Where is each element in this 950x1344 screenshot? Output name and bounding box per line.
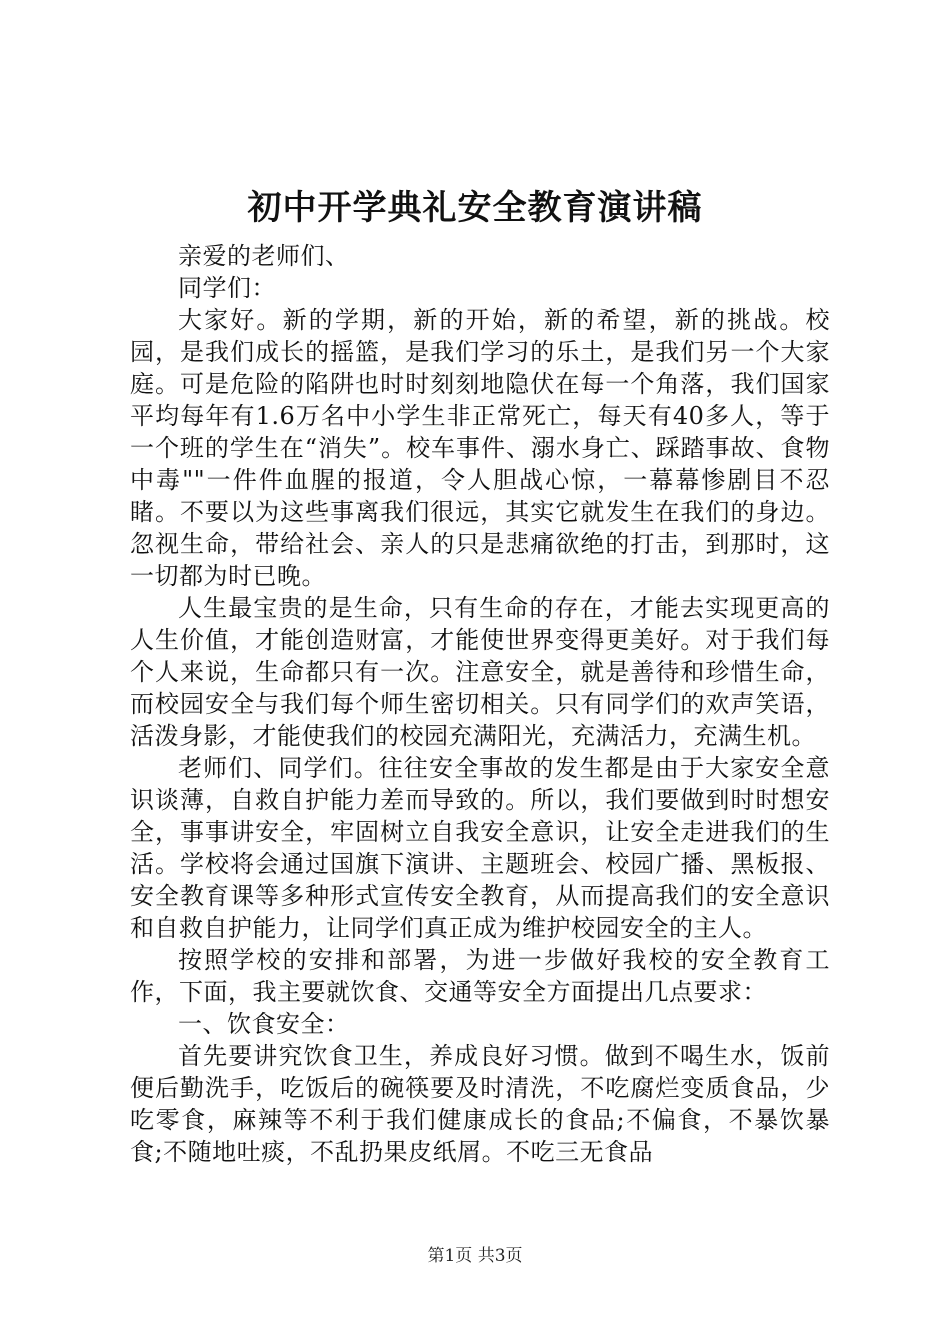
paragraph-requirements-intro: 按照学校的安排和部署，为进一步做好我校的安全教育工作，下面，我主要就饮食、交通等安全方面提出几点要求： <box>130 946 830 1006</box>
paragraph-life-value: 人生最宝贵的是生命，只有生命的存在，才能去实现更高的人生价值，才能创造财富，才能使世界变得更美好。对于我们每个人来说，生命都只有一次。注意安全，就是善待和珍惜生命，而校园安全与我们每个师生密切相关。只有同学们的欢声笑语，活泼身影，才能使我们的校园充满阳光，充满活力，充满生机。 <box>130 594 830 750</box>
paragraph-food-safety: 首先要讲究饮食卫生，养成良好习惯。做到不喝生水，饭前便后勤洗手，吃饭后的碗筷要及时清洗，不吃腐烂变质食品，少吃零食，麻辣等不利于我们健康成长的食品;不偏食，不暴饮暴食;不随地吐痰，不乱扔果皮纸屑。不吃三无食品 <box>130 1042 830 1166</box>
page-number-footer: 第1页 共3页 <box>427 1246 523 1266</box>
section-heading-food-safety: 一、饮食安全： <box>178 1010 350 1038</box>
salutation-line-2: 同学们： <box>178 274 276 302</box>
paragraph-greeting: 大家好。新的学期，新的开始，新的希望，新的挑战。校园，是我们成长的摇篮，是我们学习的乐土，是我们另一个大家庭。可是危险的陷阱也时时刻刻地隐伏在每一个角落，我们国家平均每年有1.6万名中小学生非正常死亡，每天有40多人，等于一个班的学生在“消失”。校车事件、溺水身亡、踩踏事故、食物中毒""一件件血腥的报道，令人胆战心惊，一幕幕惨剧目不忍睹。不要以为这些事离我们很远，其实它就发生在我们的身边。忽视生命，带给社会、亲人的只是悲痛欲绝的打击，到那时，这一切都为时已晚。 <box>130 306 830 590</box>
document-title: 初中开学典礼安全教育演讲稿 <box>247 188 703 228</box>
paragraph-safety-awareness: 老师们、同学们。往往安全事故的发生都是由于大家安全意识谈薄，自救自护能力差而导致的。所以，我们要做到时时想安全，事事讲安全，牢固树立自我安全意识，让安全走进我们的生活。学校将会通过国旗下演讲、主题班会、校园广播、黑板报、安全教育课等多种形式宣传安全教育，从而提高我们的安全意识和自救自护能力，让同学们真正成为维护校园安全的主人。 <box>130 754 830 942</box>
document-body <box>130 240 830 1168</box>
salutation-line-1: 亲爱的老师们、 <box>178 242 350 270</box>
